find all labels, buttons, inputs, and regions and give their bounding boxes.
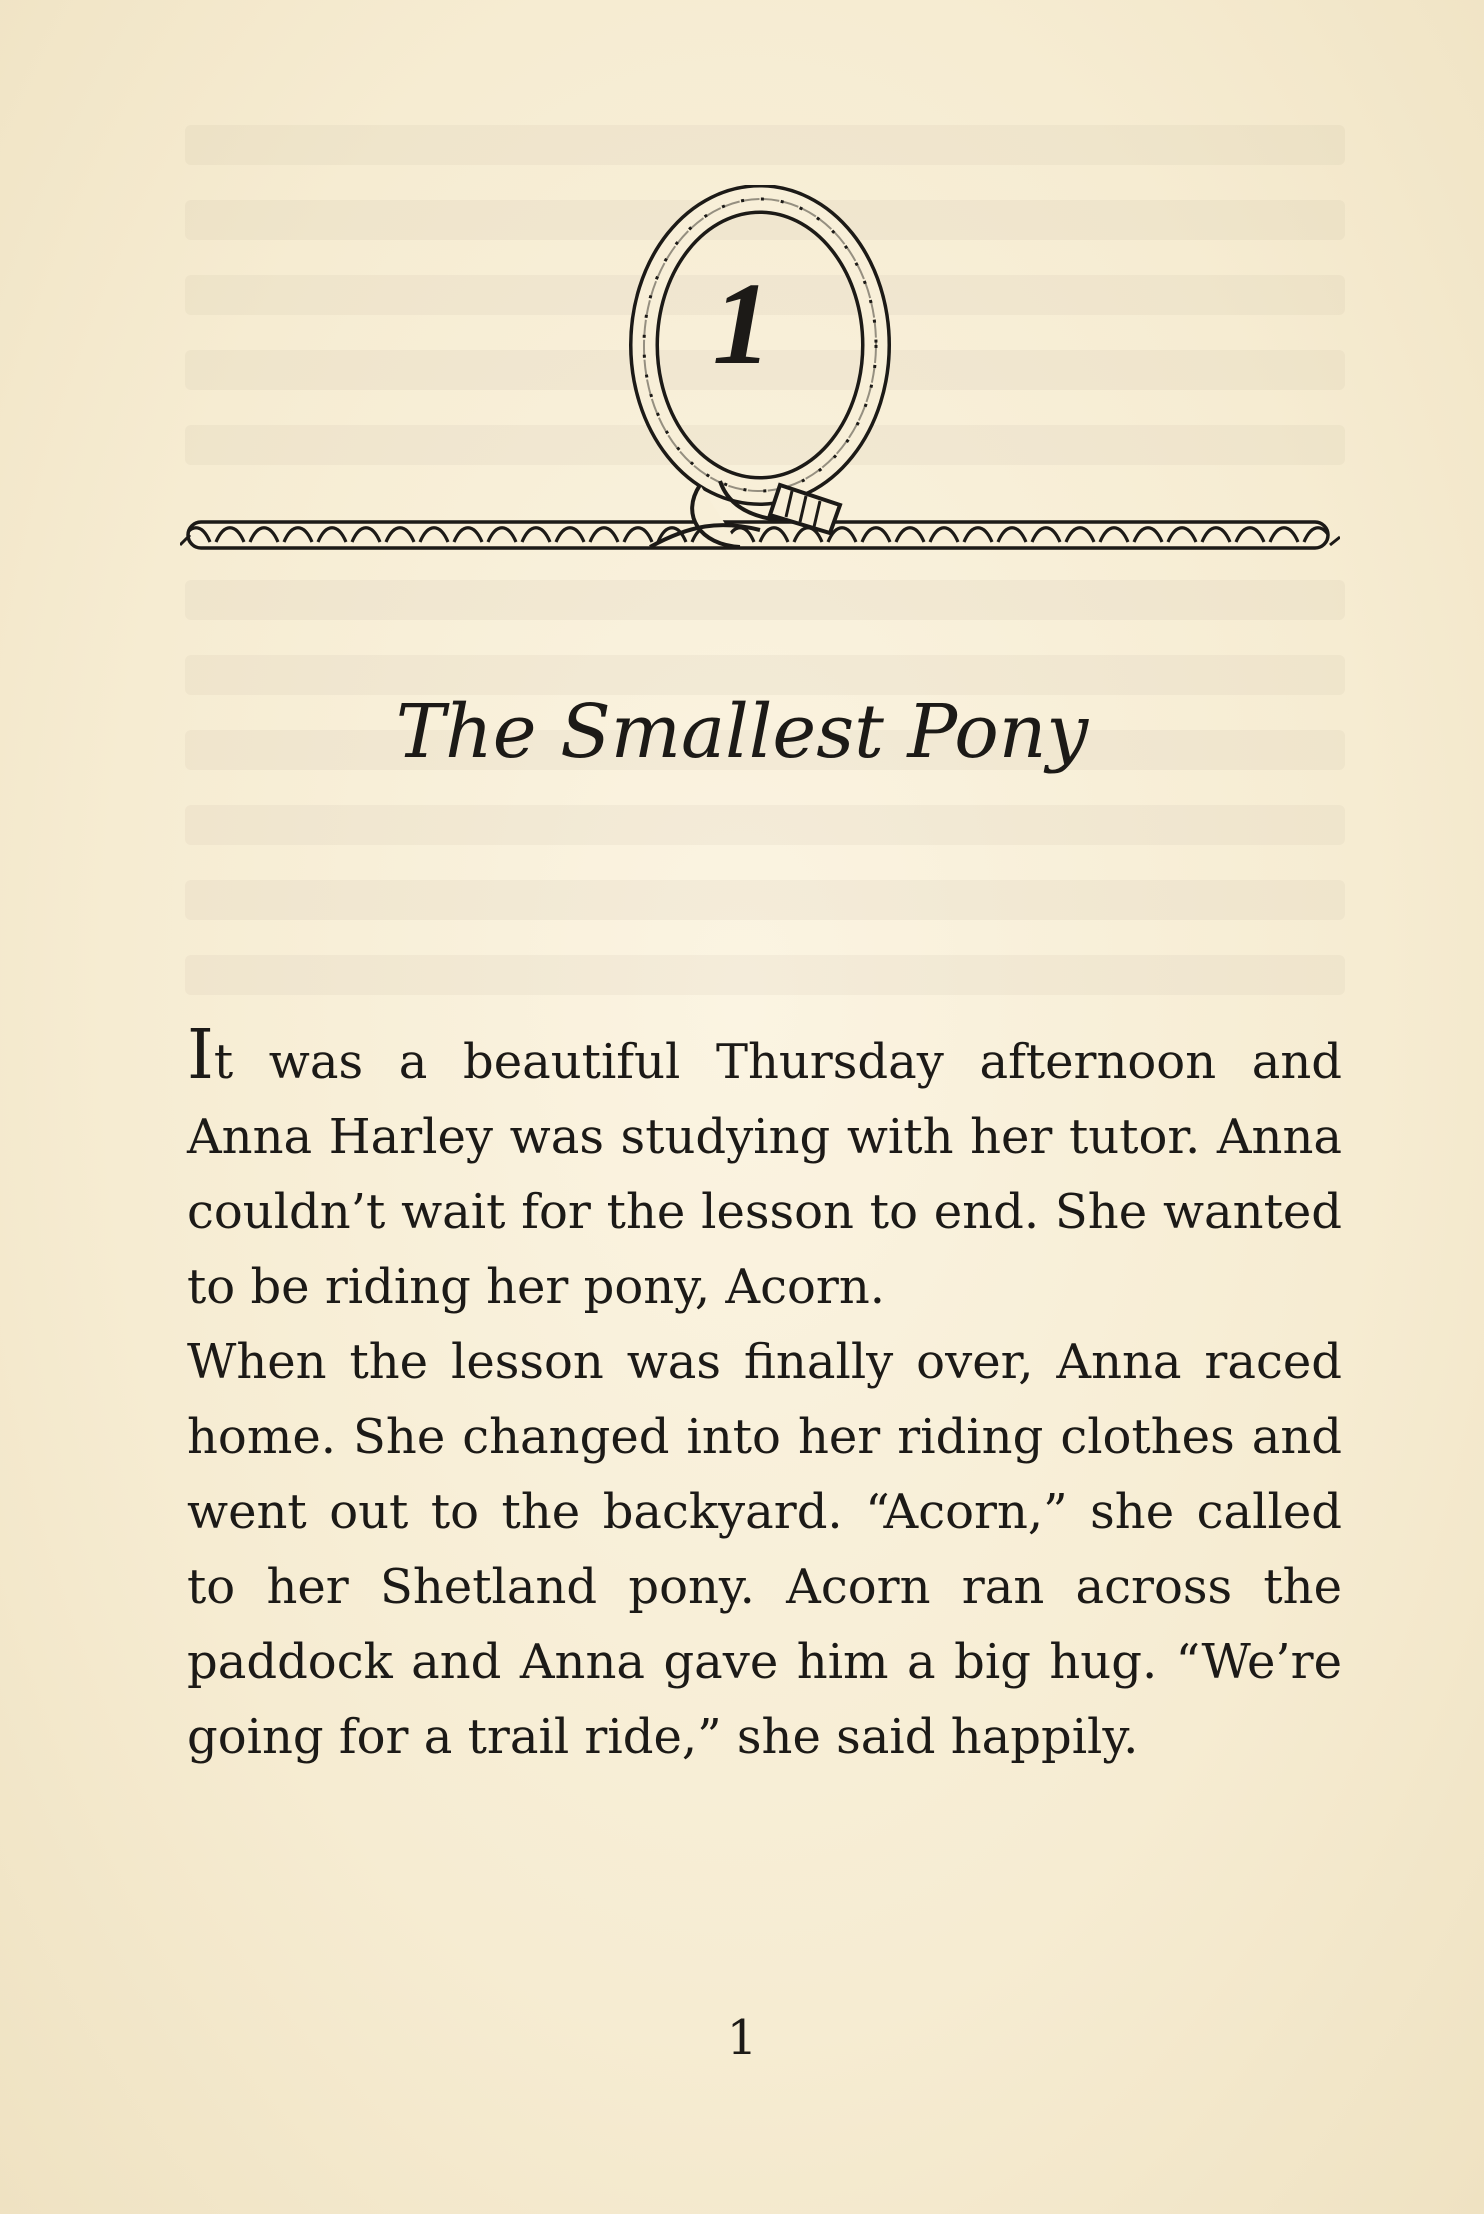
- chapter-number: 1: [712, 258, 772, 389]
- paragraph-1: [187, 1018, 1342, 1325]
- bleed-through-line: [185, 805, 1345, 845]
- rope-line: [180, 522, 1340, 548]
- paragraph-1-text: t was a beautiful Thursday afternoon and Anna Harley was studying with her tutor. Anna couldn’t wait for the lesson to end. She wanted to be riding her pony, Acorn.: [187, 1034, 1342, 1315]
- bleed-through-line: [185, 955, 1345, 995]
- bleed-through-line: [185, 880, 1345, 920]
- chapter-title: The Smallest Pony: [395, 689, 1089, 775]
- page-number: 1: [726, 2010, 758, 2066]
- bleed-through-line: [185, 125, 1345, 165]
- paragraph-2: When the lesson was finally over, Anna raced home. She changed into her riding clothes and went out to the backyard. “Acorn,” she called to her Shetland pony. Acorn ran across the paddock and Anna gave him a big hug. “We’re going for a trail ride,” she said happily.: [187, 1334, 1342, 1765]
- drop-cap: I: [187, 1016, 214, 1095]
- bleed-through-line: [185, 580, 1345, 620]
- chapter-body: [187, 1018, 1342, 1775]
